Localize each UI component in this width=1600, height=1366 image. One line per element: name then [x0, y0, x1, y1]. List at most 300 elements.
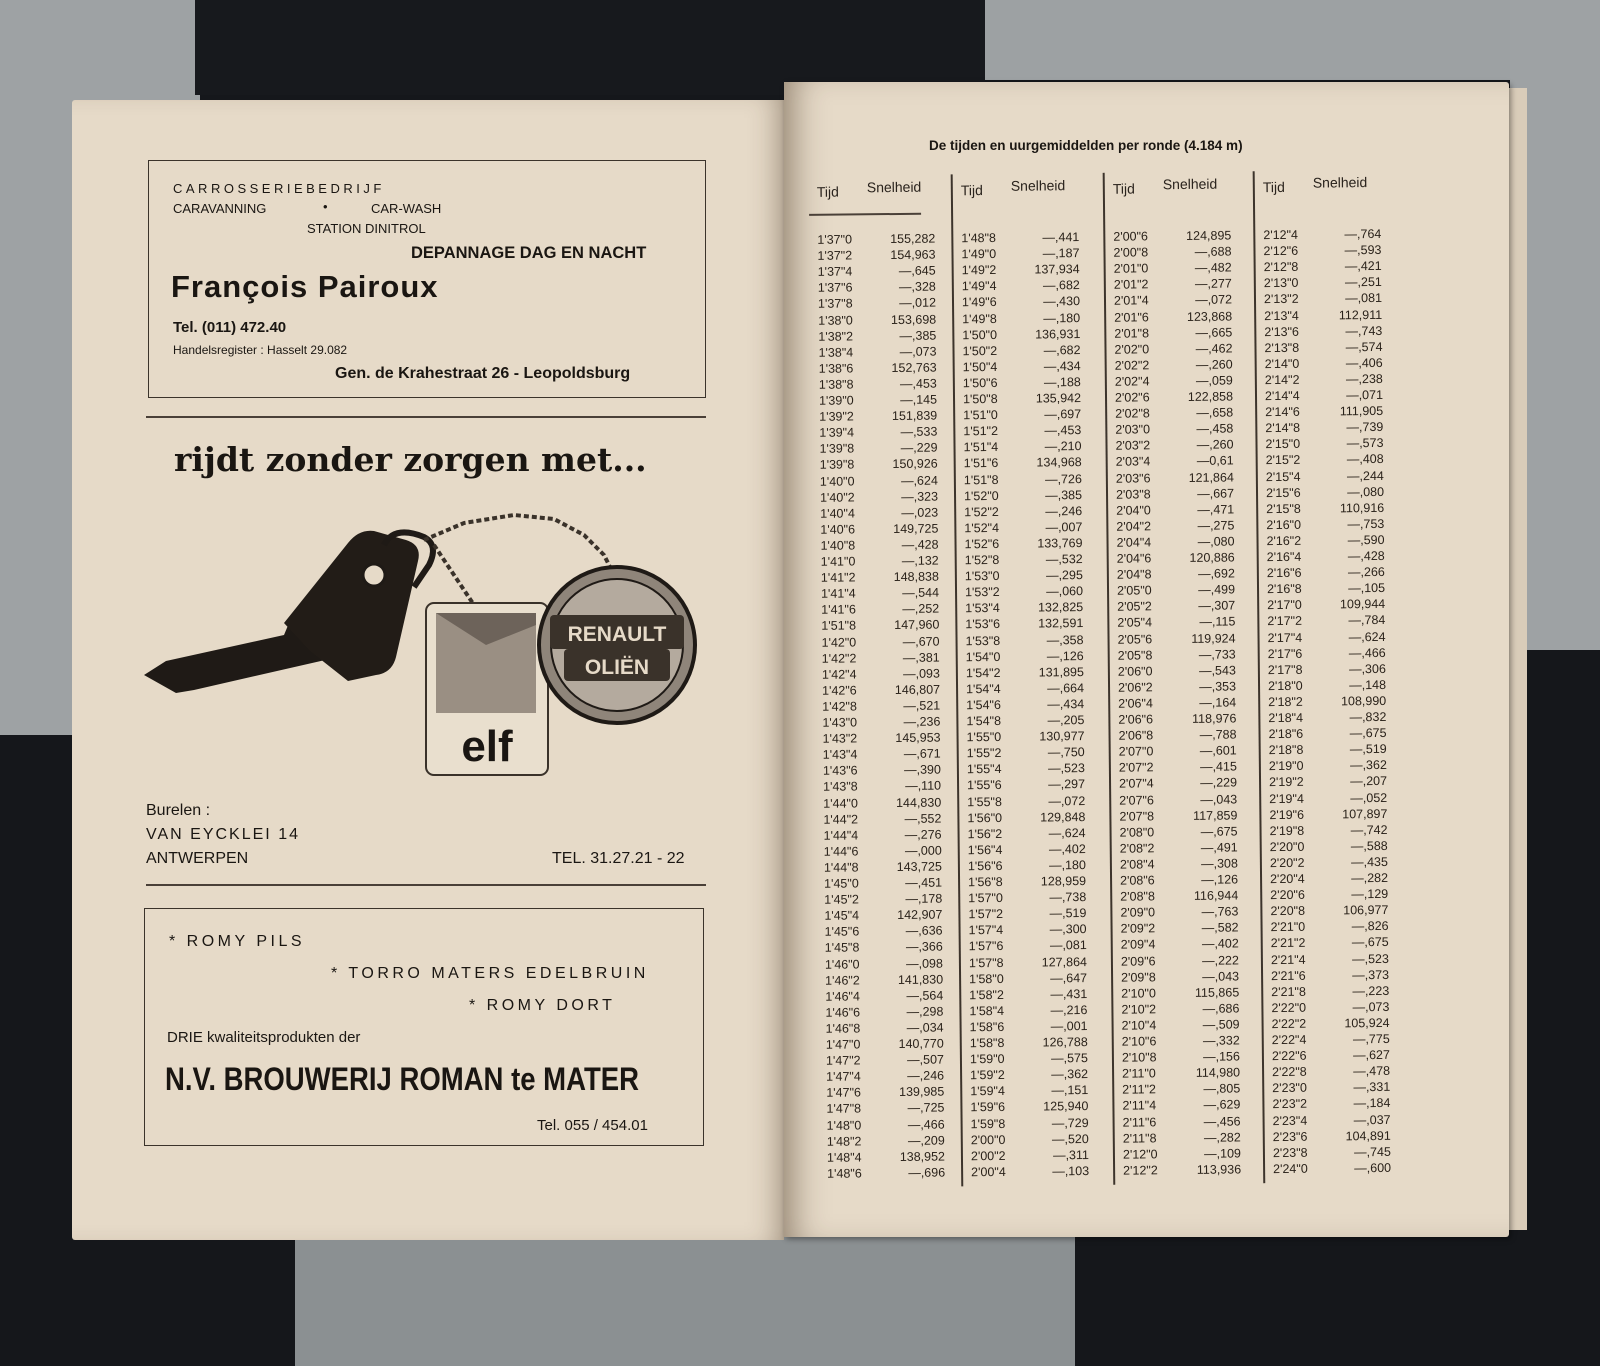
- table-row: [971, 1131, 1089, 1148]
- table-row: [964, 487, 1082, 504]
- table-row: [1115, 356, 1233, 373]
- table-row: [965, 567, 1083, 584]
- cell-speed: —,499: [1198, 582, 1236, 598]
- cell-time: 1'37"4: [817, 264, 853, 280]
- table-row: [1264, 339, 1382, 356]
- table-row: [819, 392, 937, 409]
- cell-time: 1'57"0: [968, 891, 1003, 906]
- right-page: [784, 82, 1509, 1237]
- table-row: [965, 632, 1083, 649]
- cell-speed: —,658: [1196, 405, 1234, 420]
- cell-speed: 115,865: [1194, 985, 1240, 1000]
- cell-speed: —,627: [1353, 1047, 1390, 1063]
- table-row: [1120, 855, 1238, 872]
- column-header-time: Tijd: [1262, 178, 1285, 196]
- cell-speed: —,298: [906, 1004, 944, 1019]
- table-row: [1267, 580, 1385, 597]
- cell-speed: —,523: [1351, 951, 1389, 966]
- table-row: [1123, 1161, 1241, 1178]
- cell-speed: —,073: [899, 344, 937, 359]
- cell-time: 1'40"2: [819, 490, 855, 505]
- cell-speed: —,180: [1043, 310, 1081, 325]
- cell-time: 2'03"0: [1115, 422, 1151, 437]
- table-row: [1116, 517, 1234, 534]
- cell-speed: —,733: [1198, 647, 1236, 662]
- cell-time: 1'46"2: [825, 973, 860, 988]
- elf-logo-text: elf: [461, 722, 513, 771]
- table-row: [1273, 1127, 1391, 1144]
- cell-time: 1'40"0: [819, 473, 855, 489]
- cell-time: 2'02"6: [1114, 390, 1150, 405]
- table-row: [820, 488, 938, 505]
- cell-speed: 122,858: [1187, 389, 1234, 404]
- table-row: [818, 263, 936, 280]
- table-row: [821, 553, 939, 570]
- cell-time: 2'22"6: [1271, 1048, 1307, 1064]
- table-row: [817, 247, 935, 264]
- table-row: [820, 536, 938, 553]
- cell-time: 2'17"6: [1267, 646, 1303, 661]
- cell-time: 1'51"8: [963, 472, 999, 487]
- cell-speed: —,743: [1345, 323, 1383, 338]
- cell-speed: —,244: [1346, 468, 1384, 483]
- table-row: [1270, 886, 1388, 903]
- cell-speed: —,210: [1044, 439, 1082, 454]
- cell-speed: —,544: [902, 585, 940, 601]
- cell-speed: 139,985: [899, 1084, 945, 1100]
- cell-time: 2'10"6: [1121, 1034, 1157, 1049]
- table-row: [1273, 1111, 1391, 1128]
- cell-time: 1'50"2: [962, 343, 998, 358]
- table-row: [826, 1019, 944, 1036]
- cell-speed: —,507: [907, 1052, 945, 1068]
- cell-time: 1'51"8: [821, 618, 857, 634]
- cell-speed: —,532: [1045, 552, 1083, 567]
- cell-speed: 111,905: [1339, 403, 1384, 419]
- cell-speed: 127,864: [1041, 954, 1087, 970]
- cell-speed: —,696: [908, 1165, 946, 1180]
- table-row: [1271, 934, 1389, 951]
- table-row: [1120, 888, 1238, 905]
- cell-speed: —,697: [1044, 407, 1082, 422]
- table-row: [1116, 469, 1234, 486]
- table-row: [825, 955, 943, 972]
- cell-time: 1'59"6: [970, 1100, 1006, 1115]
- cell-speed: —,726: [1044, 471, 1082, 486]
- table-row: [827, 1132, 945, 1149]
- table-row: [1121, 952, 1239, 969]
- cell-speed: 125,940: [1043, 1099, 1089, 1114]
- cell-speed: —,574: [1345, 339, 1383, 354]
- table-row: [1264, 306, 1382, 323]
- cell-speed: —,266: [1347, 564, 1385, 580]
- cell-speed: —,362: [1349, 758, 1387, 773]
- table-row: [1121, 936, 1239, 953]
- cell-time: 1'54"6: [966, 697, 1001, 713]
- table-row: [826, 1036, 944, 1053]
- cell-speed: 132,591: [1038, 616, 1084, 631]
- cell-speed: —,323: [901, 489, 939, 504]
- cell-time: 1'43"4: [822, 747, 858, 762]
- ad-pairoux-caravanning: CARAVANNING: [173, 201, 267, 216]
- table-row: [1267, 548, 1385, 565]
- cell-speed: 126,788: [1042, 1035, 1088, 1050]
- table-row: [1273, 1144, 1391, 1161]
- cell-speed: —,103: [1052, 1163, 1090, 1179]
- table-row: [1115, 421, 1233, 438]
- cell-time: 1'56"2: [967, 826, 1003, 841]
- cell-time: 1'40"8: [820, 538, 856, 553]
- cell-time: 2'19"2: [1268, 775, 1304, 790]
- cell-time: 2'19"0: [1268, 759, 1304, 774]
- cell-speed: 117,859: [1193, 808, 1238, 823]
- table-row: [820, 472, 938, 489]
- cell-speed: —,223: [1352, 983, 1390, 998]
- cell-time: 2'02"0: [1114, 342, 1150, 357]
- cell-speed: —,246: [1045, 503, 1083, 519]
- cell-speed: —,753: [1347, 516, 1385, 532]
- cell-speed: 105,924: [1344, 1015, 1390, 1031]
- cell-speed: —,745: [1354, 1144, 1392, 1159]
- table-row: [968, 905, 1086, 922]
- cell-time: 1'42"0: [821, 634, 857, 650]
- cell-speed: —,763: [1201, 904, 1239, 920]
- background-gray-bottom: [295, 1235, 1075, 1366]
- ad-roman-company: N.V. BROUWERIJ ROMAN te MATER: [165, 1061, 639, 1097]
- cell-speed: 114,980: [1195, 1065, 1241, 1081]
- cell-time: 1'39"8: [819, 441, 855, 457]
- table-row: [1265, 435, 1383, 452]
- cell-time: 2'06"8: [1118, 728, 1154, 743]
- table-row: [1265, 387, 1383, 404]
- cell-speed: —,670: [902, 634, 940, 649]
- table-row: [969, 921, 1087, 938]
- cell-time: 2'10"8: [1121, 1050, 1157, 1065]
- table-row: [1266, 516, 1384, 533]
- table-row: [967, 744, 1085, 761]
- cell-speed: —,188: [1043, 374, 1081, 390]
- cell-time: 2'09"2: [1120, 921, 1156, 936]
- cell-time: 1'53"4: [965, 601, 1000, 616]
- cell-time: 1'37"2: [817, 248, 853, 263]
- cell-speed: —,624: [900, 473, 938, 488]
- cell-speed: 119,924: [1191, 630, 1236, 646]
- cell-speed: 116,944: [1193, 888, 1239, 904]
- table-row: [1115, 388, 1233, 405]
- cell-time: 2'11"4: [1122, 1098, 1157, 1114]
- cell-time: 2'04"0: [1116, 503, 1151, 518]
- cell-speed: —,692: [1197, 566, 1235, 581]
- table-row: [1266, 483, 1384, 500]
- table-row: [821, 585, 939, 602]
- cell-time: 2'08"2: [1119, 841, 1155, 856]
- table-row: [1265, 403, 1383, 420]
- ad-elf-office-label: Burelen :: [146, 802, 211, 819]
- cell-speed: —,519: [1049, 906, 1087, 921]
- cell-time: 2'21"6: [1271, 968, 1306, 983]
- cell-speed: —,000: [904, 843, 942, 858]
- table-row: [1118, 662, 1236, 679]
- cell-speed: —,246: [907, 1068, 945, 1084]
- table-row: [964, 471, 1082, 488]
- cell-speed: —,105: [1348, 581, 1386, 596]
- cell-speed: —,098: [906, 956, 944, 971]
- cell-speed: —,647: [1050, 970, 1088, 986]
- cell-speed: —,491: [1200, 840, 1238, 855]
- cell-speed: —,184: [1353, 1096, 1391, 1111]
- cell-time: 1'56"6: [967, 858, 1003, 874]
- table-row: [1119, 807, 1237, 824]
- cell-time: 1'43"6: [822, 763, 858, 779]
- cell-speed: —,406: [1345, 355, 1383, 371]
- table-row: [1269, 741, 1387, 758]
- cell-time: 1'41"2: [820, 570, 856, 585]
- cell-speed: —,216: [1050, 1002, 1088, 1018]
- table-row: [970, 1050, 1088, 1067]
- cell-speed: —,402: [1201, 936, 1239, 952]
- table-row: [824, 858, 942, 875]
- table-row: [966, 696, 1084, 713]
- cell-speed: —,775: [1352, 1031, 1390, 1047]
- cell-time: 1'47"0: [825, 1037, 861, 1052]
- cell-speed: —,466: [907, 1117, 945, 1132]
- cell-speed: —,222: [1201, 952, 1239, 968]
- cell-speed: —,543: [1198, 663, 1236, 678]
- cell-speed: 137,934: [1034, 262, 1080, 277]
- table-row: [1119, 791, 1237, 808]
- cell-speed: 133,769: [1037, 535, 1083, 551]
- cell-time: 2'06"0: [1117, 664, 1153, 679]
- cell-time: 2'18"2: [1268, 694, 1303, 710]
- table-row: [824, 875, 942, 892]
- table-row: [1122, 1065, 1240, 1082]
- cell-speed: 118,976: [1192, 711, 1237, 726]
- table-row: [1120, 904, 1238, 921]
- table-row: [1272, 1047, 1390, 1064]
- cell-speed: —,805: [1203, 1081, 1241, 1097]
- table-row: [968, 857, 1086, 874]
- cell-time: 1'45"4: [824, 908, 860, 923]
- cell-speed: 106,977: [1343, 903, 1389, 918]
- table-row: [970, 1018, 1088, 1035]
- cell-time: 2'02"4: [1114, 374, 1150, 389]
- cell-time: 1'38"0: [818, 312, 853, 328]
- cell-time: 2'23"4: [1272, 1113, 1308, 1128]
- ad-roman-product-1: * ROMY PILS: [169, 933, 306, 950]
- cell-time: 1'38"2: [818, 329, 854, 344]
- cell-speed: —,434: [1047, 696, 1085, 712]
- cell-time: 1'37"8: [817, 296, 853, 312]
- cell-speed: —,148: [1349, 677, 1387, 693]
- table-row: [1264, 274, 1382, 291]
- cell-time: 1'40"6: [820, 522, 856, 537]
- cell-time: 2'21"2: [1270, 936, 1306, 951]
- key-illustration: [134, 495, 714, 795]
- cell-time: 1'51"0: [963, 408, 998, 423]
- cell-time: 2'14"8: [1265, 420, 1301, 436]
- cell-speed: 147,960: [894, 617, 940, 633]
- table-row: [825, 923, 943, 940]
- cell-time: 2'11"0: [1122, 1066, 1156, 1081]
- table-row: [1272, 1063, 1390, 1080]
- cell-time: 2'17"4: [1267, 630, 1303, 645]
- cell-time: 1'43"0: [822, 715, 858, 730]
- table-row: [1122, 1097, 1240, 1114]
- cell-time: 2'01"0: [1113, 261, 1149, 276]
- cell-speed: —,430: [1043, 294, 1081, 309]
- table-row: [966, 728, 1084, 745]
- cell-time: 1'41"4: [820, 586, 856, 601]
- cell-time: 2'05"8: [1117, 647, 1153, 663]
- cell-time: 1'38"4: [818, 345, 854, 360]
- cell-speed: —,453: [899, 376, 937, 391]
- cell-time: 2'18"0: [1267, 678, 1303, 693]
- cell-time: 1'54"4: [965, 681, 1001, 697]
- cell-time: 1'37"0: [817, 232, 853, 247]
- cell-speed: —,466: [1348, 645, 1386, 660]
- table-row: [820, 520, 938, 537]
- cell-speed: 142,907: [897, 907, 943, 923]
- cell-time: 1'58"2: [969, 987, 1004, 1002]
- cell-time: 1'59"0: [969, 1051, 1005, 1067]
- cell-speed: —,482: [1194, 260, 1232, 276]
- table-row: [1265, 371, 1383, 388]
- cell-time: 2'23"2: [1272, 1097, 1308, 1112]
- table-row: [1119, 759, 1237, 776]
- cell-speed: —,588: [1350, 838, 1388, 854]
- table-row: [819, 408, 937, 425]
- cell-time: 2'12"2: [1123, 1163, 1158, 1178]
- cell-speed: —,300: [1049, 922, 1087, 937]
- cell-speed: —,229: [1200, 775, 1238, 791]
- cell-time: 1'55"0: [966, 730, 1002, 745]
- table-row: [1118, 646, 1236, 663]
- cell-speed: —,688: [1194, 244, 1232, 259]
- cell-time: 1'52"2: [964, 504, 999, 519]
- cell-time: 1'45"0: [824, 876, 859, 891]
- cell-speed: 124,895: [1186, 228, 1232, 243]
- table-row: [1118, 727, 1236, 744]
- cell-time: 2'12"4: [1263, 227, 1299, 243]
- cell-speed: —,073: [1352, 999, 1390, 1015]
- table-row: [825, 987, 943, 1004]
- table-row: [1118, 678, 1236, 695]
- table-row: [962, 293, 1080, 310]
- cell-time: 2'24"0: [1273, 1161, 1308, 1176]
- table-row: [968, 841, 1086, 858]
- cell-time: 2'08"6: [1120, 873, 1155, 888]
- table-row: [1119, 743, 1237, 760]
- table-row: [1271, 983, 1389, 1000]
- ad-elf-street: VAN EYCKLEI 14: [146, 826, 300, 843]
- cell-speed: —,081: [1049, 938, 1087, 953]
- cell-time: 1'48"6: [827, 1166, 862, 1181]
- ad-elf-slogan: rijdt zonder zorgen met...: [174, 440, 647, 479]
- cell-time: 2'04"2: [1116, 519, 1152, 534]
- cell-time: 2'01"4: [1113, 293, 1149, 309]
- ad-pairoux: [148, 160, 706, 398]
- cell-time: 1'56"4: [967, 842, 1003, 858]
- table-row: [824, 842, 942, 859]
- table-row: [1270, 918, 1388, 935]
- cell-speed: 144,830: [895, 795, 942, 810]
- cell-time: 2'05"2: [1117, 599, 1152, 614]
- table-row: [1268, 725, 1386, 742]
- table-row: [969, 970, 1087, 987]
- cell-speed: —,205: [1047, 713, 1085, 728]
- table-row: [822, 730, 940, 747]
- table-row: [1120, 920, 1238, 937]
- cell-speed: —,385: [899, 328, 937, 343]
- key-icon: [144, 531, 419, 693]
- cell-time: 1'49"6: [961, 295, 997, 310]
- table-row: [1116, 533, 1234, 550]
- cell-time: 2'18"8: [1268, 742, 1304, 758]
- cell-time: 2'04"8: [1116, 567, 1152, 582]
- table-row: [1116, 453, 1234, 470]
- cell-time: 1'58"8: [969, 1035, 1005, 1051]
- cell-time: 1'39"2: [819, 409, 854, 424]
- cell-speed: —,471: [1197, 502, 1235, 517]
- cell-time: 1'43"8: [823, 779, 858, 795]
- table-row: [822, 665, 940, 682]
- cell-speed: —,328: [898, 279, 936, 295]
- cell-speed: —,593: [1344, 243, 1382, 258]
- cell-speed: —,682: [1042, 278, 1080, 293]
- cell-speed: 132,825: [1037, 600, 1084, 615]
- table-row: [1271, 950, 1389, 967]
- cell-speed: —,156: [1203, 1049, 1240, 1064]
- cell-time: 2'22"2: [1271, 1016, 1307, 1031]
- cell-speed: —,001: [1050, 1018, 1088, 1034]
- cell-time: 1'46"0: [824, 956, 860, 972]
- table-row: [961, 245, 1079, 262]
- cell-time: 1'42"2: [821, 651, 857, 666]
- cell-speed: —,742: [1350, 822, 1388, 837]
- table-row: [1263, 226, 1381, 243]
- cell-time: 1'44"0: [823, 795, 858, 811]
- ad-roman-tel: Tel. 055 / 454.01: [537, 1117, 648, 1134]
- table-row: [819, 440, 937, 457]
- cell-speed: —,478: [1353, 1064, 1391, 1079]
- cell-speed: 110,916: [1339, 500, 1385, 516]
- cell-time: 1'50"6: [962, 375, 998, 391]
- table-row: [963, 358, 1081, 375]
- cell-speed: 134,968: [1036, 455, 1082, 470]
- elf-logo: [426, 603, 548, 775]
- cell-time: 1'47"8: [826, 1101, 862, 1117]
- cell-speed: —,729: [1051, 1115, 1089, 1130]
- cell-time: 2'14"2: [1264, 372, 1300, 388]
- table-row: [825, 1003, 943, 1020]
- table-row: [819, 359, 937, 376]
- table-title: De tijden en uurgemiddelden per ronde (4.184 m): [929, 138, 1243, 153]
- cell-time: 2'01"8: [1114, 325, 1150, 341]
- cell-time: 2'09"6: [1120, 953, 1156, 969]
- cell-speed: —,629: [1203, 1097, 1241, 1113]
- cell-time: 1'47"2: [825, 1053, 861, 1068]
- cell-speed: —,145: [900, 392, 938, 407]
- table-row: [1118, 710, 1236, 727]
- cell-time: 2'15"0: [1265, 437, 1301, 452]
- cell-time: 2'11"2: [1122, 1082, 1157, 1097]
- table-row: [820, 504, 938, 521]
- table-row: [965, 583, 1083, 600]
- cell-speed: —,209: [907, 1133, 945, 1148]
- cell-time: 2'11"8: [1122, 1130, 1157, 1146]
- table-row: [970, 1066, 1088, 1083]
- column-header-speed: Snelheid: [1312, 174, 1368, 191]
